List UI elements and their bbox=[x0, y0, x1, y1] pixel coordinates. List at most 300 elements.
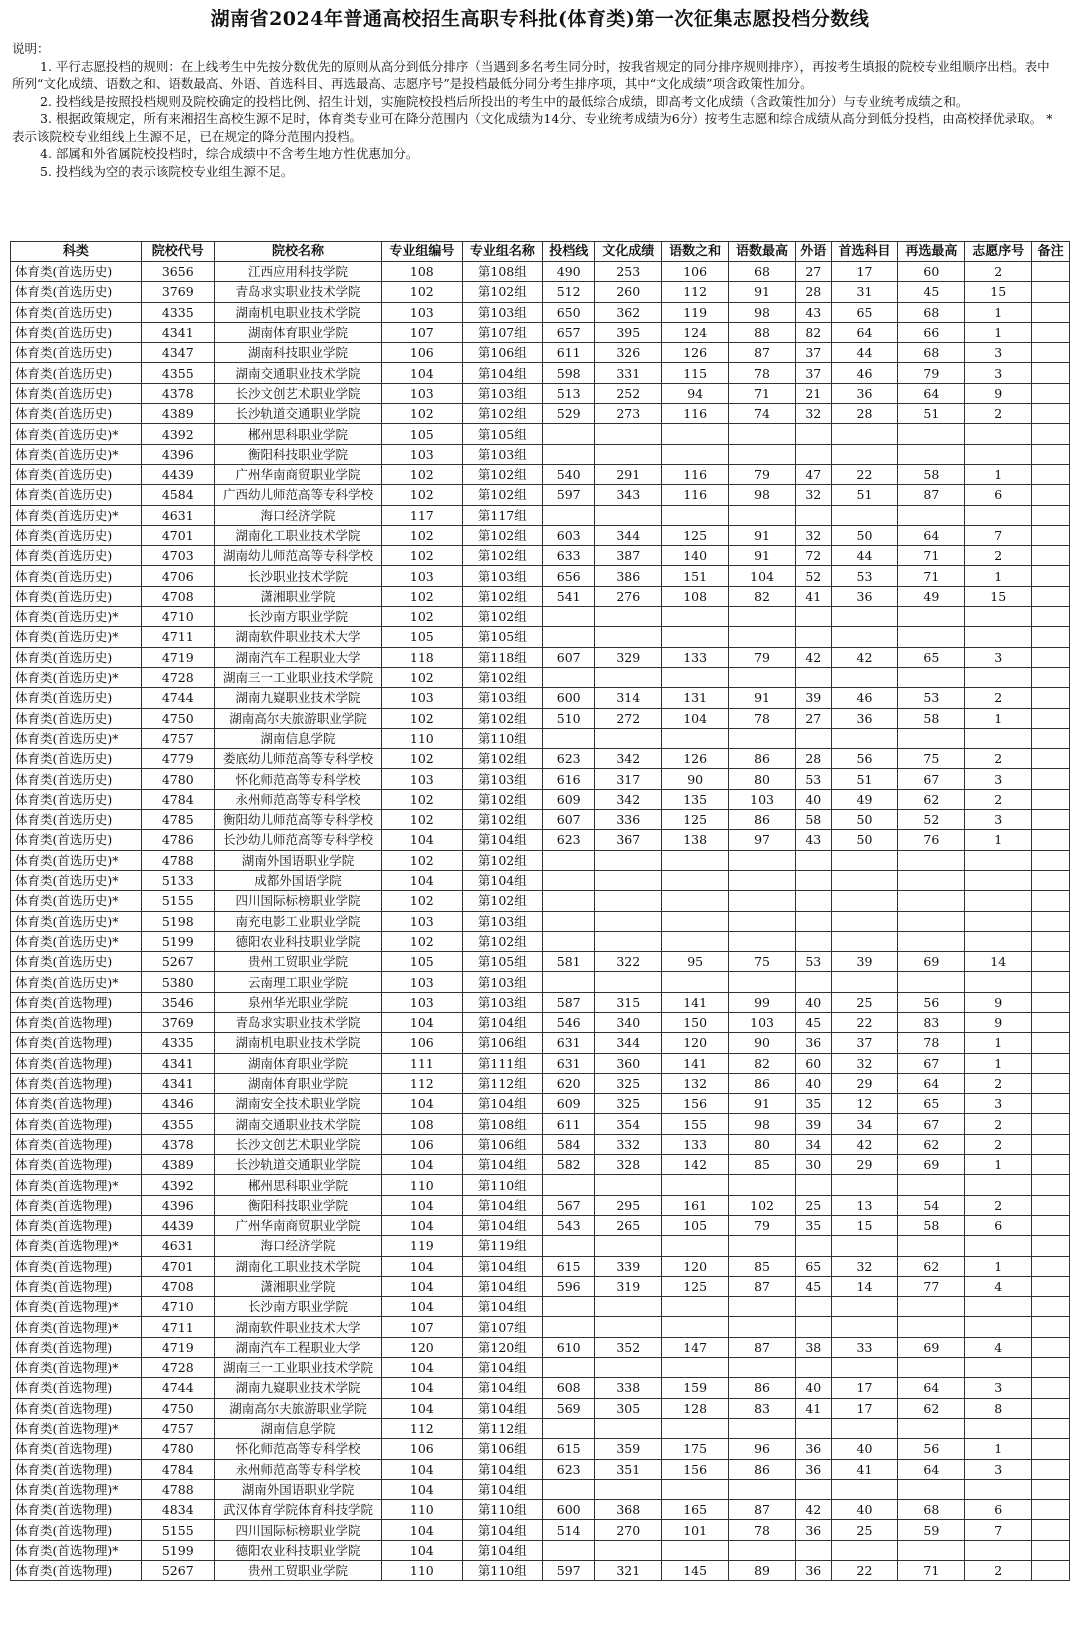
cell-first-subject: 40 bbox=[831, 1439, 898, 1459]
cell-chinese-math-max: 83 bbox=[729, 1398, 796, 1418]
cell-group-name: 第104组 bbox=[462, 1215, 542, 1235]
cell-kelei: 体育类(首选物理) bbox=[11, 1155, 142, 1175]
cell-first-subject bbox=[831, 931, 898, 951]
cell-chinese-math-sum: 175 bbox=[662, 1439, 729, 1459]
table-row bbox=[11, 262, 1070, 282]
cell-second-subject-max bbox=[898, 627, 965, 647]
cell-chinese-math-sum: 151 bbox=[662, 566, 729, 586]
cell-remarks bbox=[1032, 607, 1070, 627]
cell-preference-order: 2 bbox=[965, 1114, 1032, 1134]
table-row bbox=[11, 1215, 1070, 1235]
cell-chinese-math-sum bbox=[662, 1540, 729, 1560]
cell-culture-score bbox=[595, 850, 662, 870]
cell-group-code: 104 bbox=[382, 1276, 462, 1296]
cell-second-subject-max bbox=[898, 505, 965, 525]
cell-second-subject-max: 52 bbox=[898, 810, 965, 830]
cell-kelei: 体育类(首选历史)* bbox=[11, 911, 142, 931]
cell-first-subject: 36 bbox=[831, 586, 898, 606]
cell-group-name: 第103组 bbox=[462, 566, 542, 586]
cell-group-code: 102 bbox=[382, 546, 462, 566]
cell-school-code: 4341 bbox=[141, 1073, 214, 1093]
cell-foreign-lang bbox=[796, 607, 832, 627]
cell-culture-score: 252 bbox=[595, 383, 662, 403]
cell-chinese-math-sum bbox=[662, 424, 729, 444]
cell-second-subject-max: 45 bbox=[898, 282, 965, 302]
cell-group-name: 第103组 bbox=[462, 302, 542, 322]
cell-group-code: 119 bbox=[382, 1236, 462, 1256]
cell-chinese-math-sum bbox=[662, 728, 729, 748]
cell-first-subject: 34 bbox=[831, 1114, 898, 1134]
cell-group-code: 110 bbox=[382, 1175, 462, 1195]
cell-school-name: 怀化师范高等专科学校 bbox=[214, 1439, 381, 1459]
cell-kelei: 体育类(首选历史)* bbox=[11, 850, 142, 870]
cell-remarks bbox=[1032, 322, 1070, 342]
cell-chinese-math-sum: 115 bbox=[662, 363, 729, 383]
cell-group-name: 第104组 bbox=[462, 1540, 542, 1560]
cell-chinese-math-sum: 120 bbox=[662, 1256, 729, 1276]
cell-remarks bbox=[1032, 1479, 1070, 1499]
cell-group-code: 110 bbox=[382, 1561, 462, 1581]
cell-school-code: 4750 bbox=[141, 1398, 214, 1418]
cell-chinese-math-sum bbox=[662, 1175, 729, 1195]
cell-school-name: 长沙轨道交通职业学院 bbox=[214, 404, 381, 424]
cell-second-subject-max: 67 bbox=[898, 1053, 965, 1073]
cell-first-subject: 14 bbox=[831, 1276, 898, 1296]
cell-cutoff-score: 600 bbox=[543, 688, 595, 708]
column-header-foreign-lang: 外语 bbox=[796, 242, 832, 262]
cell-group-name: 第104组 bbox=[462, 830, 542, 850]
table-row bbox=[11, 952, 1070, 972]
cell-school-name: 湖南高尔夫旅游职业学院 bbox=[214, 1398, 381, 1418]
cell-school-code: 4335 bbox=[141, 1033, 214, 1053]
cell-foreign-lang: 32 bbox=[796, 404, 832, 424]
cell-first-subject: 40 bbox=[831, 1500, 898, 1520]
cell-kelei: 体育类(首选历史) bbox=[11, 282, 142, 302]
cell-school-code: 4779 bbox=[141, 749, 214, 769]
cell-preference-order: 1 bbox=[965, 566, 1032, 586]
cell-group-code: 102 bbox=[382, 464, 462, 484]
cell-chinese-math-max bbox=[729, 667, 796, 687]
cell-preference-order: 3 bbox=[965, 647, 1032, 667]
cell-chinese-math-sum: 95 bbox=[662, 952, 729, 972]
cell-preference-order bbox=[965, 931, 1032, 951]
cell-second-subject-max: 56 bbox=[898, 1439, 965, 1459]
cell-group-name: 第103组 bbox=[462, 688, 542, 708]
cell-preference-order: 2 bbox=[965, 789, 1032, 809]
column-header-group-code: 专业组编号 bbox=[382, 242, 462, 262]
cell-cutoff-score: 610 bbox=[543, 1337, 595, 1357]
cell-group-code: 103 bbox=[382, 444, 462, 464]
cell-chinese-math-sum: 94 bbox=[662, 383, 729, 403]
cell-group-name: 第104组 bbox=[462, 1358, 542, 1378]
cell-second-subject-max: 75 bbox=[898, 749, 965, 769]
cell-foreign-lang: 40 bbox=[796, 992, 832, 1012]
cell-kelei: 体育类(首选历史) bbox=[11, 952, 142, 972]
cell-chinese-math-sum: 141 bbox=[662, 1053, 729, 1073]
cell-group-name: 第104组 bbox=[462, 1479, 542, 1499]
cell-preference-order bbox=[965, 667, 1032, 687]
cell-school-name: 青岛求实职业技术学院 bbox=[214, 1012, 381, 1032]
cell-remarks bbox=[1032, 789, 1070, 809]
cell-foreign-lang bbox=[796, 1317, 832, 1337]
cell-school-code: 4719 bbox=[141, 1337, 214, 1357]
table-row bbox=[11, 424, 1070, 444]
table-row bbox=[11, 647, 1070, 667]
cell-preference-order: 1 bbox=[965, 302, 1032, 322]
cell-school-name: 永州师范高等专科学校 bbox=[214, 789, 381, 809]
cell-second-subject-max bbox=[898, 1540, 965, 1560]
cell-kelei: 体育类(首选历史)* bbox=[11, 931, 142, 951]
cell-cutoff-score: 581 bbox=[543, 952, 595, 972]
cell-remarks bbox=[1032, 1358, 1070, 1378]
cell-foreign-lang: 58 bbox=[796, 810, 832, 830]
cell-cutoff-score: 609 bbox=[543, 1094, 595, 1114]
cell-kelei: 体育类(首选历史)* bbox=[11, 972, 142, 992]
cell-cutoff-score bbox=[543, 444, 595, 464]
cell-foreign-lang bbox=[796, 1175, 832, 1195]
cell-school-code: 4439 bbox=[141, 464, 214, 484]
cell-school-name: 湖南幼儿师范高等专科学校 bbox=[214, 546, 381, 566]
cell-second-subject-max: 65 bbox=[898, 1094, 965, 1114]
cell-first-subject: 46 bbox=[831, 688, 898, 708]
cell-school-code: 4378 bbox=[141, 383, 214, 403]
table-row bbox=[11, 688, 1070, 708]
cell-preference-order bbox=[965, 1175, 1032, 1195]
cell-cutoff-score: 656 bbox=[543, 566, 595, 586]
cell-culture-score: 329 bbox=[595, 647, 662, 667]
cell-chinese-math-sum: 116 bbox=[662, 485, 729, 505]
cell-culture-score bbox=[595, 1297, 662, 1317]
cell-school-code: 4392 bbox=[141, 1175, 214, 1195]
cell-group-code: 107 bbox=[382, 322, 462, 342]
cell-group-code: 102 bbox=[382, 404, 462, 424]
cell-chinese-math-max: 104 bbox=[729, 566, 796, 586]
cell-cutoff-score: 567 bbox=[543, 1195, 595, 1215]
cell-cutoff-score bbox=[543, 1236, 595, 1256]
cell-culture-score: 354 bbox=[595, 1114, 662, 1134]
cell-group-name: 第110组 bbox=[462, 728, 542, 748]
cell-school-name: 德阳农业科技职业学院 bbox=[214, 931, 381, 951]
cell-group-code: 103 bbox=[382, 972, 462, 992]
cell-culture-score: 331 bbox=[595, 363, 662, 383]
cell-group-name: 第102组 bbox=[462, 810, 542, 830]
cell-chinese-math-max bbox=[729, 607, 796, 627]
cell-kelei: 体育类(首选历史)* bbox=[11, 667, 142, 687]
cell-foreign-lang: 39 bbox=[796, 688, 832, 708]
cell-kelei: 体育类(首选历史) bbox=[11, 789, 142, 809]
cell-school-code: 3656 bbox=[141, 262, 214, 282]
cell-remarks bbox=[1032, 870, 1070, 890]
cell-preference-order: 7 bbox=[965, 1520, 1032, 1540]
cell-group-code: 117 bbox=[382, 505, 462, 525]
cell-culture-score: 276 bbox=[595, 586, 662, 606]
cell-first-subject bbox=[831, 1175, 898, 1195]
cell-kelei: 体育类(首选物理) bbox=[11, 1561, 142, 1581]
cell-group-name: 第112组 bbox=[462, 1418, 542, 1438]
cell-kelei: 体育类(首选历史) bbox=[11, 363, 142, 383]
cell-chinese-math-sum: 135 bbox=[662, 789, 729, 809]
cell-school-code: 3769 bbox=[141, 282, 214, 302]
cell-chinese-math-max: 80 bbox=[729, 1134, 796, 1154]
cell-cutoff-score bbox=[543, 1540, 595, 1560]
cell-cutoff-score: 633 bbox=[543, 546, 595, 566]
cell-preference-order: 3 bbox=[965, 1459, 1032, 1479]
cell-first-subject: 37 bbox=[831, 1033, 898, 1053]
cell-preference-order bbox=[965, 424, 1032, 444]
cell-kelei: 体育类(首选物理) bbox=[11, 1114, 142, 1134]
cell-group-code: 112 bbox=[382, 1418, 462, 1438]
cell-group-name: 第103组 bbox=[462, 992, 542, 1012]
cell-preference-order: 9 bbox=[965, 383, 1032, 403]
cell-remarks bbox=[1032, 444, 1070, 464]
cell-school-name: 四川国际标榜职业学院 bbox=[214, 891, 381, 911]
table-row bbox=[11, 586, 1070, 606]
cell-school-name: 湖南机电职业技术学院 bbox=[214, 1033, 381, 1053]
cell-remarks bbox=[1032, 667, 1070, 687]
table-row bbox=[11, 789, 1070, 809]
cell-chinese-math-max bbox=[729, 891, 796, 911]
column-header-culture-score: 文化成绩 bbox=[595, 242, 662, 262]
cell-chinese-math-sum: 133 bbox=[662, 1134, 729, 1154]
cell-first-subject: 29 bbox=[831, 1073, 898, 1093]
cell-first-subject bbox=[831, 505, 898, 525]
cell-chinese-math-sum: 131 bbox=[662, 688, 729, 708]
cell-cutoff-score bbox=[543, 424, 595, 444]
cell-second-subject-max: 59 bbox=[898, 1520, 965, 1540]
cell-culture-score bbox=[595, 728, 662, 748]
cell-chinese-math-max: 98 bbox=[729, 485, 796, 505]
cell-school-code: 4341 bbox=[141, 322, 214, 342]
cell-first-subject: 51 bbox=[831, 485, 898, 505]
cell-preference-order: 3 bbox=[965, 1378, 1032, 1398]
cell-group-code: 104 bbox=[382, 1540, 462, 1560]
cell-preference-order: 15 bbox=[965, 586, 1032, 606]
table-row bbox=[11, 546, 1070, 566]
cell-second-subject-max: 76 bbox=[898, 830, 965, 850]
cell-group-code: 102 bbox=[382, 485, 462, 505]
cell-culture-score: 325 bbox=[595, 1094, 662, 1114]
cell-kelei: 体育类(首选历史) bbox=[11, 566, 142, 586]
cell-school-code: 4708 bbox=[141, 1276, 214, 1296]
cell-second-subject-max bbox=[898, 1479, 965, 1499]
cell-cutoff-score: 540 bbox=[543, 464, 595, 484]
cell-group-code: 104 bbox=[382, 1256, 462, 1276]
cell-second-subject-max: 66 bbox=[898, 322, 965, 342]
cell-remarks bbox=[1032, 1155, 1070, 1175]
cell-foreign-lang: 40 bbox=[796, 1378, 832, 1398]
table-row bbox=[11, 1155, 1070, 1175]
table-row bbox=[11, 1317, 1070, 1337]
cell-remarks bbox=[1032, 1378, 1070, 1398]
cell-group-code: 103 bbox=[382, 688, 462, 708]
cell-school-name: 湖南外国语职业学院 bbox=[214, 850, 381, 870]
cell-chinese-math-max: 88 bbox=[729, 322, 796, 342]
cell-foreign-lang: 38 bbox=[796, 1337, 832, 1357]
cell-school-name: 四川国际标榜职业学院 bbox=[214, 1520, 381, 1540]
table-row bbox=[11, 1358, 1070, 1378]
cell-group-code: 102 bbox=[382, 667, 462, 687]
cell-first-subject bbox=[831, 728, 898, 748]
cell-first-subject bbox=[831, 1297, 898, 1317]
cell-school-code: 5155 bbox=[141, 891, 214, 911]
cell-school-name: 湖南机电职业技术学院 bbox=[214, 302, 381, 322]
table-row bbox=[11, 525, 1070, 545]
table-row bbox=[11, 1236, 1070, 1256]
cell-chinese-math-max: 87 bbox=[729, 1337, 796, 1357]
cell-remarks bbox=[1032, 1073, 1070, 1093]
cell-culture-score: 328 bbox=[595, 1155, 662, 1175]
cell-chinese-math-max: 91 bbox=[729, 525, 796, 545]
cell-second-subject-max bbox=[898, 931, 965, 951]
cell-school-code: 4389 bbox=[141, 404, 214, 424]
cell-school-code: 5267 bbox=[141, 1561, 214, 1581]
cell-group-code: 104 bbox=[382, 1479, 462, 1499]
cell-group-code: 104 bbox=[382, 1520, 462, 1540]
column-header-cutoff-score: 投档线 bbox=[543, 242, 595, 262]
cell-school-code: 5380 bbox=[141, 972, 214, 992]
column-header-remarks: 备注 bbox=[1032, 242, 1070, 262]
cell-chinese-math-sum bbox=[662, 972, 729, 992]
cell-chinese-math-max: 97 bbox=[729, 830, 796, 850]
cell-chinese-math-sum: 141 bbox=[662, 992, 729, 1012]
cell-group-code: 108 bbox=[382, 1114, 462, 1134]
cell-second-subject-max: 53 bbox=[898, 688, 965, 708]
cell-chinese-math-max bbox=[729, 931, 796, 951]
cell-culture-score bbox=[595, 1418, 662, 1438]
cell-kelei: 体育类(首选物理) bbox=[11, 1094, 142, 1114]
cell-foreign-lang bbox=[796, 728, 832, 748]
cell-kelei: 体育类(首选历史) bbox=[11, 749, 142, 769]
table-row bbox=[11, 1114, 1070, 1134]
cell-chinese-math-sum: 125 bbox=[662, 525, 729, 545]
cell-group-name: 第102组 bbox=[462, 850, 542, 870]
cell-group-code: 104 bbox=[382, 1215, 462, 1235]
cell-culture-score: 342 bbox=[595, 789, 662, 809]
cell-group-name: 第104组 bbox=[462, 1155, 542, 1175]
notes-section bbox=[12, 40, 1062, 180]
cell-cutoff-score: 631 bbox=[543, 1033, 595, 1053]
note-item: 1. 平行志愿投档的规则：在上线考生中先按分数优先的原则从高分到低分排序（当遇到多名考生同分时，按我省规定的同分排序规则排序），再按考生填报的院校专业组顺序出档。表中所列“文化成绩、语数之和、语数最高、外语、首选科目、再选最高、志愿序号”是投档最低分同分考生排序项，其中“文化成绩”项含政策性加分。 bbox=[12, 58, 1050, 91]
cell-school-name: 湖南软件职业技术大学 bbox=[214, 1317, 381, 1337]
cell-chinese-math-max: 91 bbox=[729, 282, 796, 302]
column-header-school-code: 院校代号 bbox=[141, 242, 214, 262]
cell-group-name: 第105组 bbox=[462, 627, 542, 647]
cell-culture-score: 362 bbox=[595, 302, 662, 322]
cell-cutoff-score bbox=[543, 607, 595, 627]
cell-second-subject-max bbox=[898, 1297, 965, 1317]
cell-chinese-math-max bbox=[729, 850, 796, 870]
cell-chinese-math-max: 82 bbox=[729, 1053, 796, 1073]
cell-group-name: 第104组 bbox=[462, 1459, 542, 1479]
cell-chinese-math-max bbox=[729, 1175, 796, 1195]
cell-group-code: 102 bbox=[382, 891, 462, 911]
cell-remarks bbox=[1032, 282, 1070, 302]
cell-school-code: 3546 bbox=[141, 992, 214, 1012]
cell-preference-order: 1 bbox=[965, 464, 1032, 484]
cell-group-name: 第102组 bbox=[462, 525, 542, 545]
cell-kelei: 体育类(首选历史) bbox=[11, 302, 142, 322]
note-item: 3. 根据政策规定，所有来湘招生高校生源不足时，体育类专业可在降分范围内（文化成绩为14分、专业统考成绩为6分）按考生志愿和综合成绩从高分到低分投档，由高校择优录取。 *表示该院校专业组线上生源不足，已在规定的降分范围内投档。 bbox=[12, 111, 1053, 144]
cell-group-code: 106 bbox=[382, 1033, 462, 1053]
cell-chinese-math-sum: 128 bbox=[662, 1398, 729, 1418]
cell-culture-score: 344 bbox=[595, 525, 662, 545]
table-row bbox=[11, 1398, 1070, 1418]
cell-remarks bbox=[1032, 1033, 1070, 1053]
cell-remarks bbox=[1032, 525, 1070, 545]
cell-chinese-math-sum bbox=[662, 1358, 729, 1378]
table-row bbox=[11, 1134, 1070, 1154]
cell-second-subject-max bbox=[898, 891, 965, 911]
cell-cutoff-score: 607 bbox=[543, 810, 595, 830]
cell-school-name: 郴州思科职业学院 bbox=[214, 1175, 381, 1195]
cell-cutoff-score: 541 bbox=[543, 586, 595, 606]
cell-chinese-math-max: 82 bbox=[729, 586, 796, 606]
cell-first-subject: 44 bbox=[831, 546, 898, 566]
cell-cutoff-score bbox=[543, 1175, 595, 1195]
cell-cutoff-score: 543 bbox=[543, 1215, 595, 1235]
cell-preference-order: 1 bbox=[965, 1155, 1032, 1175]
cell-group-name: 第112组 bbox=[462, 1073, 542, 1093]
cell-cutoff-score: 620 bbox=[543, 1073, 595, 1093]
cell-foreign-lang: 37 bbox=[796, 343, 832, 363]
cell-second-subject-max bbox=[898, 1418, 965, 1438]
cell-culture-score bbox=[595, 1540, 662, 1560]
cell-preference-order: 2 bbox=[965, 546, 1032, 566]
cell-chinese-math-max: 79 bbox=[729, 647, 796, 667]
cell-remarks bbox=[1032, 688, 1070, 708]
cell-group-code: 104 bbox=[382, 1378, 462, 1398]
cell-group-name: 第103组 bbox=[462, 383, 542, 403]
cell-preference-order: 1 bbox=[965, 830, 1032, 850]
cell-first-subject: 13 bbox=[831, 1195, 898, 1215]
cell-chinese-math-max: 86 bbox=[729, 810, 796, 830]
cell-kelei: 体育类(首选历史) bbox=[11, 769, 142, 789]
cell-chinese-math-sum bbox=[662, 911, 729, 931]
table-row bbox=[11, 1337, 1070, 1357]
cell-cutoff-score: 623 bbox=[543, 830, 595, 850]
cell-culture-score bbox=[595, 972, 662, 992]
table-row bbox=[11, 911, 1070, 931]
cell-foreign-lang: 40 bbox=[796, 1073, 832, 1093]
cell-school-name: 郴州思科职业学院 bbox=[214, 424, 381, 444]
cell-school-code: 4710 bbox=[141, 607, 214, 627]
cell-second-subject-max: 68 bbox=[898, 343, 965, 363]
cell-school-code: 4396 bbox=[141, 1195, 214, 1215]
table-row bbox=[11, 343, 1070, 363]
cell-kelei: 体育类(首选物理)* bbox=[11, 1297, 142, 1317]
table-row bbox=[11, 627, 1070, 647]
cell-foreign-lang: 21 bbox=[796, 383, 832, 403]
cell-group-name: 第102组 bbox=[462, 708, 542, 728]
cell-preference-order: 9 bbox=[965, 992, 1032, 1012]
cell-school-code: 5198 bbox=[141, 911, 214, 931]
cell-chinese-math-max: 90 bbox=[729, 1033, 796, 1053]
cell-remarks bbox=[1032, 1520, 1070, 1540]
cell-school-name: 湖南三一工业职业技术学院 bbox=[214, 1358, 381, 1378]
cell-group-code: 104 bbox=[382, 1195, 462, 1215]
cell-first-subject: 22 bbox=[831, 1561, 898, 1581]
cell-preference-order: 3 bbox=[965, 1094, 1032, 1114]
cell-cutoff-score: 512 bbox=[543, 282, 595, 302]
cell-culture-score: 360 bbox=[595, 1053, 662, 1073]
cell-group-code: 107 bbox=[382, 1317, 462, 1337]
cell-first-subject: 50 bbox=[831, 830, 898, 850]
cell-culture-score bbox=[595, 891, 662, 911]
cell-preference-order bbox=[965, 444, 1032, 464]
cell-group-name: 第104组 bbox=[462, 1297, 542, 1317]
table-row bbox=[11, 972, 1070, 992]
cell-school-name: 湖南安全技术职业学院 bbox=[214, 1094, 381, 1114]
